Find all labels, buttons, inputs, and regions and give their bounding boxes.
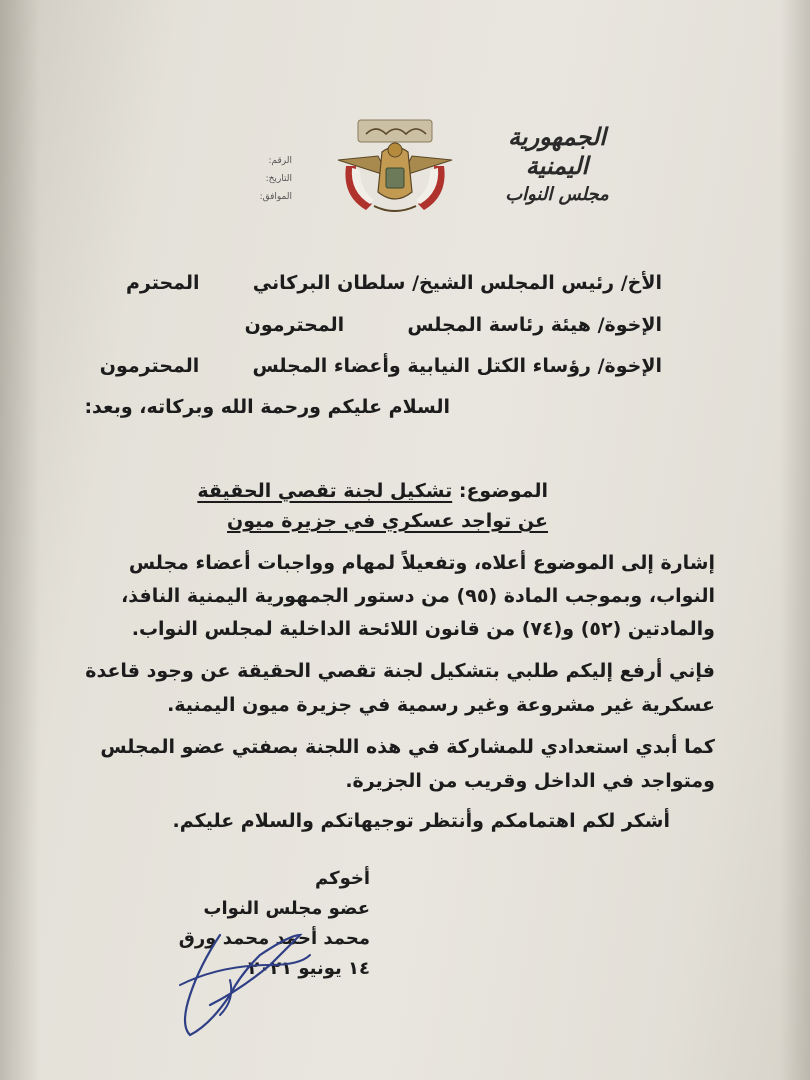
- paragraph-1-line-2: النواب، وبموجب المادة (٩٥) من دستور الجمهورية اليمنية النافذ،: [121, 585, 715, 607]
- signature-closing: أخوكم: [314, 868, 370, 889]
- greeting: السلام عليكم ورحمة الله وبركاته، وبعد:: [84, 396, 450, 418]
- address-line-3-text: الإخوة/ رؤساء الكتل النيابية وأعضاء المجلس: [252, 355, 662, 377]
- emblem-shield: [386, 168, 404, 188]
- address-line-2: [245, 314, 662, 336]
- paragraph-2-line-1: فإني أرفع إليكم طلبي بتشكيل لجنة تقصي الحقيقة عن وجود قاعدة: [85, 660, 715, 682]
- letterhead-country: الجمهورية اليمنية: [508, 122, 606, 180]
- address-line-3: [100, 355, 662, 377]
- reference-fields: [232, 152, 292, 206]
- ref-corresponding-label: الموافق:: [259, 192, 292, 202]
- ref-date-label: التاريخ:: [265, 174, 292, 184]
- address-line-1-suffix: المحترم: [125, 272, 200, 294]
- address-line-1-prefix: الأخ/ رئيس المجلس الشيخ/: [412, 272, 662, 294]
- paragraph-3-line-2: ومتواجد في الداخل وقريب من الجزيرة.: [345, 770, 715, 792]
- paragraph-3-line-1: كما أبدي استعدادي للمشاركة في هذه اللجنة بصفتي عضو المجلس: [100, 736, 715, 758]
- paragraph-1-line-1: إشارة إلى الموضوع أعلاه، وتفعيلاً لمهام وواجبات أعضاء مجلس: [128, 552, 715, 574]
- subject-line-1: [197, 480, 548, 502]
- handwritten-signature: [160, 925, 340, 1040]
- ref-number-label: الرقم:: [268, 156, 292, 166]
- closing-line: أشكر لكم اهتمامكم وأنتظر توجيهاتكم والسلام عليكم.: [172, 810, 670, 832]
- signature-date: ١٤ يونيو ٢٠٢١: [248, 958, 370, 979]
- subject-label: الموضوع:: [458, 480, 548, 502]
- signature-name: محمد أحمد محمد ورق: [178, 928, 370, 949]
- letterhead-organization: [482, 122, 632, 205]
- emblem-scroll: [374, 206, 416, 211]
- subject-title-1: تشكيل لجنة تقصي الحقيقة: [197, 480, 453, 502]
- address-line-1: [126, 272, 662, 294]
- paragraph-2-line-2: عسكرية غير مشروعة وغير رسمية في جزيرة ميون اليمنية.: [167, 694, 715, 716]
- yemen-emblem-icon: [330, 116, 460, 226]
- emblem-eagle-head: [388, 143, 402, 157]
- signature-title: عضو مجلس النواب: [203, 898, 370, 919]
- address-name: سلطان البركاني: [252, 272, 406, 294]
- paragraph-1-line-3: والمادتين (٥٢) و(٧٤) من قانون اللائحة الداخلية لمجلس النواب.: [131, 618, 715, 640]
- address-line-3-suffix: المحترمون: [99, 355, 200, 377]
- signature-stroke-1: [185, 935, 300, 1035]
- address-line-2-suffix: المحترمون: [244, 314, 345, 336]
- address-line-2-text: الإخوة/ هيئة رئاسة المجلس: [407, 314, 662, 336]
- page-shadow-left: [0, 0, 40, 1080]
- subject-line-2: [227, 510, 548, 532]
- subject-title-2: عن تواجد عسكري في جزيرة ميون: [227, 510, 548, 532]
- letterhead-parliament: مجلس النواب: [505, 184, 609, 205]
- page-shadow-right: [780, 0, 810, 1080]
